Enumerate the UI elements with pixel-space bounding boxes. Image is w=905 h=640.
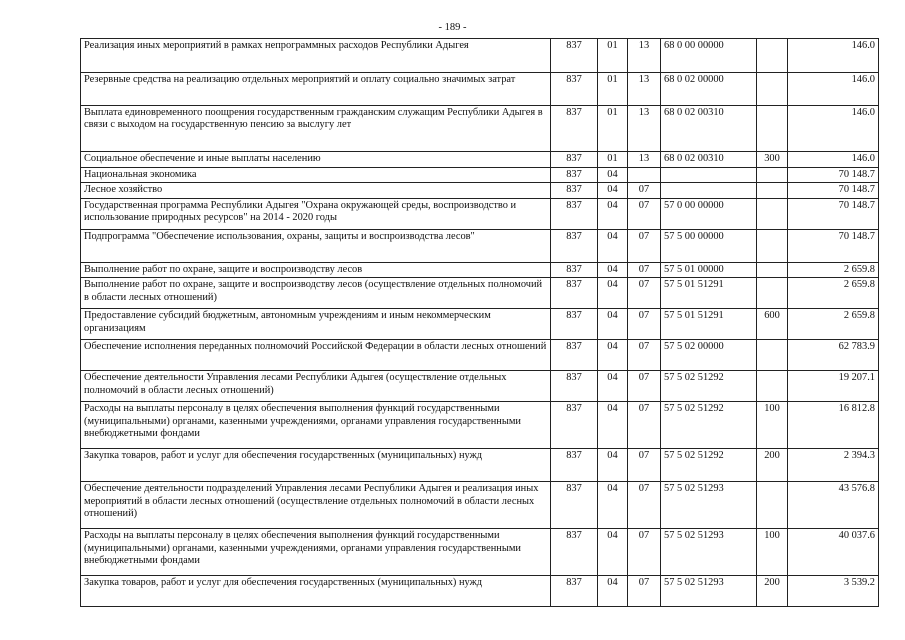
table-row	[81, 73, 879, 106]
row-expense-kind-cell	[757, 198, 788, 229]
row-section-cell: 04	[598, 229, 628, 262]
row-name-cell: Резервные средства на реализацию отдельных мероприятий и оплату социально значимых затрат	[81, 73, 551, 106]
row-name-cell: Национальная экономика	[81, 168, 551, 183]
table-row	[81, 262, 879, 277]
row-subsection-cell: 13	[628, 73, 661, 106]
row-name-cell: Закупка товаров, работ и услуг для обеспечения государственных (муниципальных) нужд	[81, 576, 551, 607]
page-number: - 189 -	[438, 22, 467, 33]
row-expense-kind-cell: 600	[757, 309, 788, 340]
row-amount-cell: 2 394.3	[788, 449, 879, 482]
budget-table	[80, 38, 879, 607]
row-article-cell: 57 5 02 51293	[661, 576, 757, 607]
row-article-cell: 57 5 01 51291	[661, 278, 757, 309]
row-code-cell: 837	[551, 152, 598, 168]
row-name-cell: Выполнение работ по охране, защите и воспроизводству лесов (осуществление отдельных полномочий в области лесных отношений)	[81, 278, 551, 309]
row-code-cell: 837	[551, 576, 598, 607]
row-subsection-cell: 13	[628, 39, 661, 73]
row-section-cell: 01	[598, 106, 628, 152]
row-subsection-cell: 07	[628, 449, 661, 482]
row-section-cell: 04	[598, 309, 628, 340]
budget-table-body	[81, 39, 879, 607]
row-subsection-cell: 07	[628, 371, 661, 402]
row-code-cell: 837	[551, 402, 598, 449]
row-subsection-cell: 07	[628, 183, 661, 198]
table-row	[81, 449, 879, 482]
row-expense-kind-cell: 300	[757, 152, 788, 168]
row-code-cell: 837	[551, 371, 598, 402]
row-expense-kind-cell	[757, 278, 788, 309]
row-subsection-cell: 07	[628, 198, 661, 229]
row-subsection-cell: 07	[628, 576, 661, 607]
row-name-cell: Социальное обеспечение и иные выплаты населению	[81, 152, 551, 168]
row-code-cell: 837	[551, 198, 598, 229]
row-expense-kind-cell	[757, 73, 788, 106]
row-section-cell: 04	[598, 183, 628, 198]
row-code-cell: 837	[551, 309, 598, 340]
row-expense-kind-cell	[757, 229, 788, 262]
table-row	[81, 183, 879, 198]
row-expense-kind-cell: 200	[757, 449, 788, 482]
row-article-cell: 57 5 02 51293	[661, 482, 757, 529]
row-expense-kind-cell	[757, 183, 788, 198]
table-row	[81, 106, 879, 152]
row-section-cell: 04	[598, 168, 628, 183]
row-subsection-cell: 07	[628, 278, 661, 309]
row-amount-cell: 70 148.7	[788, 168, 879, 183]
row-section-cell: 04	[598, 262, 628, 277]
row-name-cell: Обеспечение деятельности подразделений Управления лесами Республики Адыгея и реализация иных мероприятий в области лесных отношений (осуществление отдельных полномочий в области лесных отношений)	[81, 482, 551, 529]
row-amount-cell: 19 207.1	[788, 371, 879, 402]
row-name-cell: Закупка товаров, работ и услуг для обеспечения государственных (муниципальных) нужд	[81, 449, 551, 482]
row-code-cell: 837	[551, 529, 598, 576]
row-code-cell: 837	[551, 106, 598, 152]
row-subsection-cell: 07	[628, 340, 661, 371]
row-amount-cell: 146.0	[788, 39, 879, 73]
row-subsection-cell: 13	[628, 152, 661, 168]
row-article-cell: 57 5 02 51292	[661, 402, 757, 449]
row-amount-cell: 43 576.8	[788, 482, 879, 529]
row-article-cell: 68 0 02 00310	[661, 106, 757, 152]
row-article-cell: 57 5 02 51293	[661, 529, 757, 576]
row-code-cell: 837	[551, 229, 598, 262]
row-amount-cell: 40 037.6	[788, 529, 879, 576]
row-amount-cell: 2 659.8	[788, 278, 879, 309]
row-article-cell: 57 5 02 51292	[661, 371, 757, 402]
row-code-cell: 837	[551, 168, 598, 183]
row-expense-kind-cell	[757, 262, 788, 277]
row-article-cell: 57 5 02 00000	[661, 340, 757, 371]
row-expense-kind-cell	[757, 168, 788, 183]
row-article-cell: 57 5 01 00000	[661, 262, 757, 277]
row-amount-cell: 2 659.8	[788, 309, 879, 340]
row-section-cell: 04	[598, 529, 628, 576]
row-code-cell: 837	[551, 183, 598, 198]
row-code-cell: 837	[551, 278, 598, 309]
row-expense-kind-cell	[757, 371, 788, 402]
row-name-cell: Обеспечение исполнения переданных полномочий Российской Федерации в области лесных отношений	[81, 340, 551, 371]
row-code-cell: 837	[551, 262, 598, 277]
row-code-cell: 837	[551, 340, 598, 371]
row-article-cell	[661, 168, 757, 183]
table-row	[81, 152, 879, 168]
table-row	[81, 168, 879, 183]
row-section-cell: 04	[598, 576, 628, 607]
table-row	[81, 529, 879, 576]
row-section-cell: 04	[598, 402, 628, 449]
row-subsection-cell: 07	[628, 229, 661, 262]
row-subsection-cell: 07	[628, 482, 661, 529]
row-amount-cell: 146.0	[788, 152, 879, 168]
table-row	[81, 229, 879, 262]
row-amount-cell: 16 812.8	[788, 402, 879, 449]
row-amount-cell: 62 783.9	[788, 340, 879, 371]
table-row	[81, 278, 879, 309]
row-subsection-cell: 07	[628, 309, 661, 340]
row-amount-cell: 3 539.2	[788, 576, 879, 607]
table-row	[81, 198, 879, 229]
row-section-cell: 04	[598, 278, 628, 309]
row-article-cell: 57 5 00 00000	[661, 229, 757, 262]
row-code-cell: 837	[551, 39, 598, 73]
table-row	[81, 340, 879, 371]
table-row	[81, 482, 879, 529]
row-code-cell: 837	[551, 449, 598, 482]
row-subsection-cell: 07	[628, 529, 661, 576]
row-section-cell: 04	[598, 371, 628, 402]
row-subsection-cell: 07	[628, 402, 661, 449]
row-name-cell: Подпрограмма "Обеспечение использования, охраны, защиты и воспроизводства лесов"	[81, 229, 551, 262]
row-section-cell: 04	[598, 482, 628, 529]
row-code-cell: 837	[551, 73, 598, 106]
table-row	[81, 309, 879, 340]
row-expense-kind-cell	[757, 482, 788, 529]
row-amount-cell: 70 148.7	[788, 198, 879, 229]
table-row	[81, 576, 879, 607]
row-amount-cell: 146.0	[788, 73, 879, 106]
row-section-cell: 01	[598, 39, 628, 73]
row-name-cell: Расходы на выплаты персоналу в целях обеспечения выполнения функций государственными (муниципальными) органами, казенными учреждениями, органами управления государственными внебюджетными фондами	[81, 402, 551, 449]
row-article-cell: 57 0 00 00000	[661, 198, 757, 229]
row-code-cell: 837	[551, 482, 598, 529]
row-expense-kind-cell	[757, 106, 788, 152]
row-name-cell: Выплата единовременного поощрения государственным гражданским служащим Республики Адыгея в связи с выходом на государственную пенсию за выслугу лет	[81, 106, 551, 152]
row-article-cell: 68 0 02 00000	[661, 73, 757, 106]
table-row	[81, 39, 879, 73]
row-article-cell: 68 0 00 00000	[661, 39, 757, 73]
row-section-cell: 04	[598, 340, 628, 371]
row-article-cell: 57 5 01 51291	[661, 309, 757, 340]
row-section-cell: 04	[598, 449, 628, 482]
row-article-cell: 68 0 02 00310	[661, 152, 757, 168]
row-expense-kind-cell: 100	[757, 402, 788, 449]
row-subsection-cell	[628, 168, 661, 183]
row-expense-kind-cell: 200	[757, 576, 788, 607]
row-section-cell: 04	[598, 198, 628, 229]
row-name-cell: Государственная программа Республики Адыгея "Охрана окружающей среды, воспроизводство и использование природных ресурсов" на 2014 - 2020 годы	[81, 198, 551, 229]
row-subsection-cell: 07	[628, 262, 661, 277]
table-row	[81, 402, 879, 449]
row-section-cell: 01	[598, 152, 628, 168]
row-article-cell	[661, 183, 757, 198]
row-name-cell: Лесное хозяйство	[81, 183, 551, 198]
row-name-cell: Предоставление субсидий бюджетным, автономным учреждениям и иным некоммерческим организациям	[81, 309, 551, 340]
row-amount-cell: 146.0	[788, 106, 879, 152]
row-amount-cell: 70 148.7	[788, 229, 879, 262]
row-expense-kind-cell	[757, 340, 788, 371]
row-expense-kind-cell: 100	[757, 529, 788, 576]
row-article-cell: 57 5 02 51292	[661, 449, 757, 482]
row-amount-cell: 2 659.8	[788, 262, 879, 277]
row-name-cell: Выполнение работ по охране, защите и воспроизводству лесов	[81, 262, 551, 277]
row-name-cell: Реализация иных мероприятий в рамках непрограммных расходов Республики Адыгея	[81, 39, 551, 73]
row-name-cell: Обеспечение деятельности Управления лесами Республики Адыгея (осуществление отдельных полномочий в области лесных отношений)	[81, 371, 551, 402]
row-amount-cell: 70 148.7	[788, 183, 879, 198]
row-section-cell: 01	[598, 73, 628, 106]
row-subsection-cell: 13	[628, 106, 661, 152]
row-name-cell: Расходы на выплаты персоналу в целях обеспечения выполнения функций государственными (муниципальными) органами, казенными учреждениями, органами управления государственными внебюджетными фондами	[81, 529, 551, 576]
row-expense-kind-cell	[757, 39, 788, 73]
table-row	[81, 371, 879, 402]
